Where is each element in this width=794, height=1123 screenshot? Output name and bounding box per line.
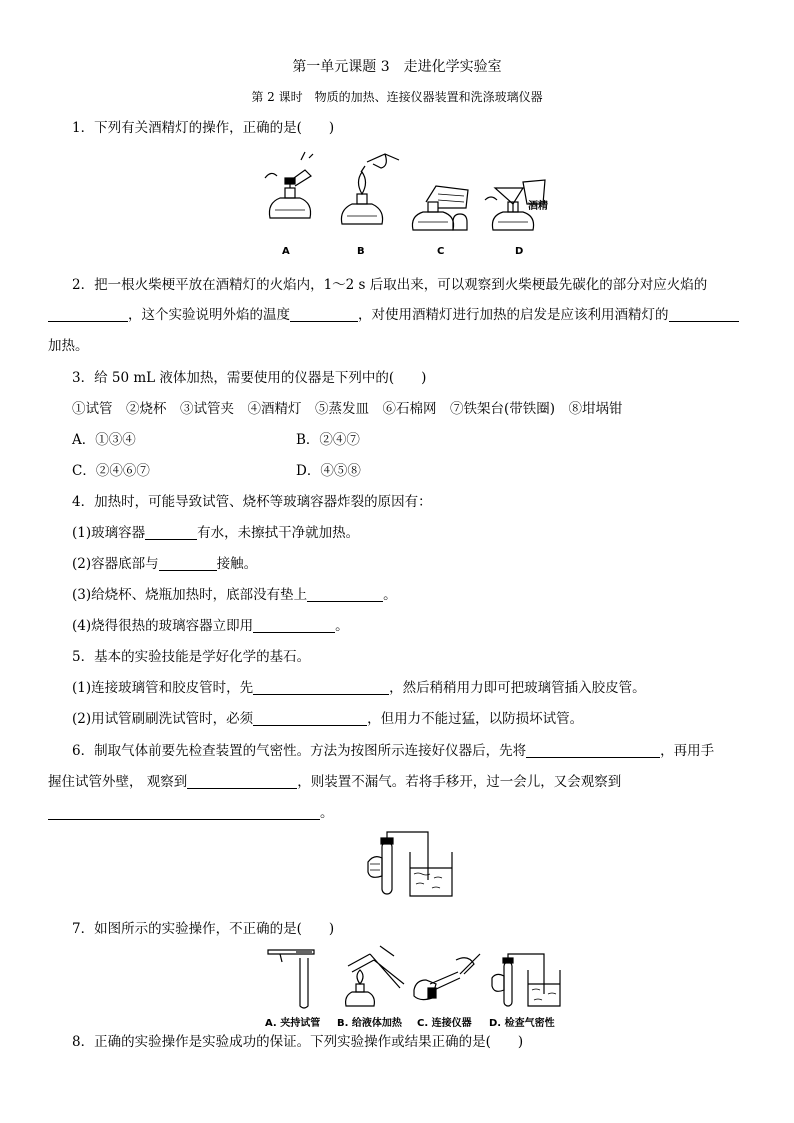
question-7-stem: 7．如图所示的实验操作，不正确的是( ) — [72, 921, 335, 937]
q1-figure-a-lamp — [265, 148, 315, 238]
q6-blank-1[interactable] — [526, 743, 660, 758]
question-3-option-d[interactable]: D．④⑤⑧ — [296, 463, 361, 479]
q1-label-a: A — [282, 246, 290, 257]
q5-blank-1[interactable] — [253, 680, 389, 695]
page-title: 第一单元课题 3 走进化学实验室 — [292, 59, 502, 75]
question-3-option-c[interactable]: C．②④⑥⑦ — [72, 463, 150, 479]
question-4-sub-4: (4)烧得很热的玻璃容器立即用 。 — [72, 618, 349, 634]
question-3-option-a[interactable]: A．①③④ — [72, 432, 136, 448]
q2-blank-1[interactable] — [48, 307, 128, 322]
q2-blank-3[interactable] — [669, 307, 739, 322]
q2-blank-2[interactable] — [290, 307, 358, 322]
question-4-stem: 4．加热时，可能导致试管、烧杯等玻璃容器炸裂的原因有： — [72, 494, 432, 510]
question-2-line-1: 2．把一根火柴梗平放在酒精灯的火焰内，1～2 s 后取出来，可以观察到火柴梗最先碳化的部分对应火焰的 — [72, 277, 708, 293]
question-6-line-1: 6．制取气体前要先检查装置的气密性。方法为按图所示连接好仪器后，先将 ，再用手 — [72, 743, 715, 759]
question-3-option-b[interactable]: B．②④⑦ — [296, 432, 360, 448]
q7-label-d: D. 检查气密性 — [489, 1018, 555, 1029]
question-4-sub-2: (2)容器底部与 接触。 — [72, 556, 258, 572]
q4-blank-3[interactable] — [307, 587, 383, 602]
q1-figure-c-lamp — [408, 180, 478, 240]
question-3-items: ①试管 ②烧杯 ③试管夹 ④酒精灯 ⑤蒸发皿 ⑥石棉网 ⑦铁架台(带铁圈) ⑧坩埚钳 — [72, 401, 623, 417]
q4-blank-2[interactable] — [159, 556, 217, 571]
question-3-stem: 3．给 50 mL 液体加热，需要使用的仪器是下列中的( ) — [72, 370, 427, 386]
q1-label-d-text: 酒精 — [528, 201, 548, 212]
question-6-line-2: 握住试管外壁， 观察到 ，则装置不漏气。若将手移开，过一会儿，又会观察到 — [48, 774, 622, 790]
q7-figure-b-heat-liquid — [340, 944, 410, 1010]
q7-figure-c-connect — [410, 950, 490, 1010]
question-1-stem: 1．下列有关酒精灯的操作，正确的是( ) — [72, 120, 335, 136]
question-4-sub-1: (1)玻璃容器 有水，未擦拭干净就加热。 — [72, 525, 360, 541]
question-8-stem: 8．正确的实验操作是实验成功的保证。下列实验操作或结果正确的是( ) — [72, 1034, 524, 1050]
q6-blank-2[interactable] — [187, 774, 297, 789]
q1-figure-d-lamp — [483, 178, 563, 240]
q7-figure-a-hold-tube — [268, 948, 318, 1010]
q5-blank-2[interactable] — [253, 711, 367, 726]
q7-label-b: B. 给液体加热 — [337, 1018, 402, 1029]
question-2-line-3: 加热。 — [48, 338, 89, 354]
q6-blank-3[interactable] — [48, 805, 320, 820]
page-subtitle: 第 2 课时 物质的加热、连接仪器装置和洗涤玻璃仪器 — [251, 90, 543, 104]
question-5-sub-1: (1)连接玻璃管和胶皮管时，先 ，然后稍稍用力即可把玻璃管插入胶皮管。 — [72, 680, 646, 696]
question-6-line-3: 。 — [48, 804, 334, 822]
question-2-line-2: ，这个实验说明外焰的温度 ，对使用酒精灯进行加热的启发是应该利用酒精灯的 — [48, 306, 739, 324]
question-5-sub-2: (2)用试管刷刷洗试管时，必须 ，但用力不能过猛，以防损坏试管。 — [72, 711, 584, 727]
q4-blank-1[interactable] — [145, 525, 197, 540]
q1-label-b: B — [357, 246, 365, 257]
q7-label-a: A. 夹持试管 — [265, 1018, 321, 1029]
question-5-stem: 5．基本的实验技能是学好化学的基石。 — [72, 649, 311, 665]
q1-label-d: D — [515, 246, 524, 257]
q4-blank-4[interactable] — [253, 618, 335, 633]
q7-figure-d-airtight — [488, 954, 568, 1010]
q1-figure-b-lamp — [337, 152, 407, 238]
question-4-sub-3: (3)给烧杯、烧瓶加热时，底部没有垫上 。 — [72, 587, 397, 603]
q7-label-c: C. 连接仪器 — [417, 1018, 472, 1029]
q1-label-c: C — [437, 246, 445, 257]
q6-figure-airtight-check — [366, 832, 466, 902]
